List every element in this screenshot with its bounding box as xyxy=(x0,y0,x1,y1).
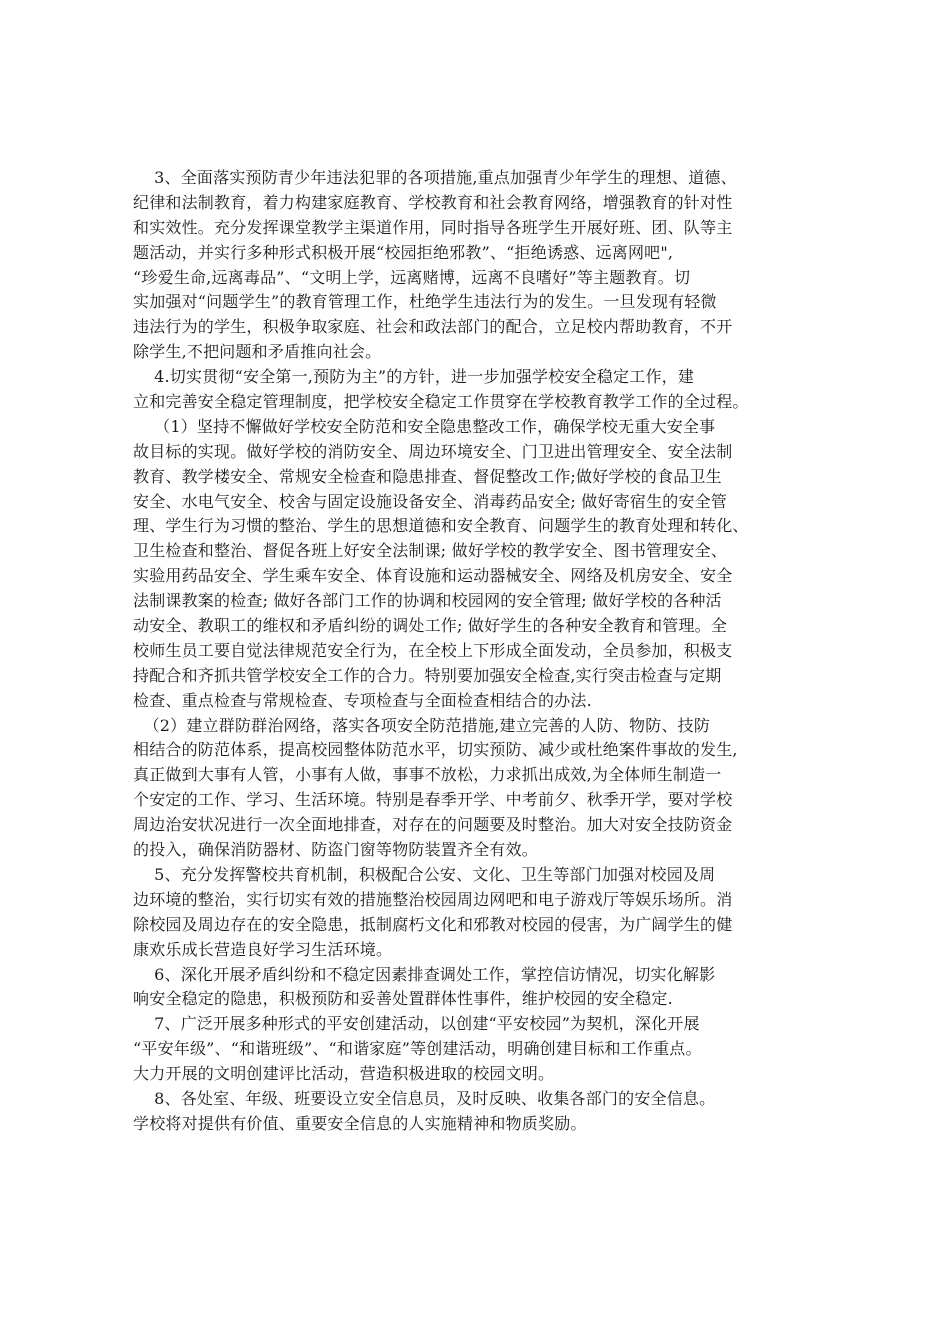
text-line: 动安全、教职工的维权和矛盾纠纷的调处工作; 做好学生的各种安全教育和管理。全 xyxy=(133,616,728,636)
text-line: 的投入，确保消防器材、防盗门窗等物防装置齐全有效。 xyxy=(133,840,539,860)
text-line: 相结合的防范体系，提高校园整体防范水平，切实预防、减少或杜绝案件事故的发生, xyxy=(133,740,738,760)
text-line: 立和完善安全稳定管理制度，把学校安全稳定工作贯穿在学校教育教学工作的全过程。 xyxy=(133,392,749,412)
text-line: 实加强对“问题学生”的教育管理工作，杜绝学生违法行为的发生。一旦发现有轻微 xyxy=(133,292,717,312)
text-line: 题活动，并实行多种形式积极开展“校园拒绝邪教”、“拒绝诱惑、远离网吧", xyxy=(133,242,674,262)
text-line: 除校园及周边存在的安全隐患，抵制腐朽文化和邪教对校园的侵害，为广阔学生的健 xyxy=(133,914,733,934)
text-line: 6、深化开展矛盾纠纷和不稳定因素排查调处工作，掌控信访情况，切实化解影 xyxy=(133,964,716,984)
text-line: 学校将对提供有价值、重要安全信息的人实施精神和物质奖励。 xyxy=(133,1113,587,1133)
text-line: 大力开展的文明创建评比活动，营造积极进取的校园文明。 xyxy=(133,1064,555,1084)
text-line: 和实效性。充分发挥课堂教学主渠道作用，同时指导各班学生开展好班、团、队等主 xyxy=(133,217,733,237)
text-line: 持配合和齐抓共管学校安全工作的合力。特别要加强安全检查,实行突击检查与定期 xyxy=(133,665,722,685)
text-line: 理、学生行为习惯的整治、学生的思想道德和安全教育、问题学生的教育处理和转化、 xyxy=(133,516,749,536)
text-line: 除学生,不把问题和矛盾推向社会。 xyxy=(133,342,382,362)
text-line: “珍爱生命,远离毒品”、“文明上学，远离赌博，远离不良嗜好”等主题教育。切 xyxy=(133,267,691,287)
text-line: 法制课教案的检查; 做好各部门工作的协调和校园网的安全管理; 做好学校的各种活 xyxy=(133,591,722,611)
text-line: 响安全稳定的隐患，积极预防和妥善处置群体性事件，维护校园的安全稳定. xyxy=(133,989,673,1009)
text-line: 5、充分发挥警校共育机制，积极配合公安、文化、卫生等部门加强对校园及周 xyxy=(133,864,716,884)
text-line: 7、广泛开展多种形式的平安创建活动，以创建“平安校园”为契机，深化开展 xyxy=(133,1014,700,1034)
text-line: 卫生检查和整治、督促各班上好安全法制课; 做好学校的教学安全、图书管理安全、 xyxy=(133,541,728,561)
text-line: 周边治安状况进行一次全面地排查，对存在的问题要及时整治。加大对安全技防资金 xyxy=(133,815,733,835)
text-line: （1）坚持不懈做好学校安全防范和安全隐患整改工作，确保学校无重大安全事 xyxy=(133,416,716,436)
text-line: 3、全面落实预防青少年违法犯罪的各项措施,重点加强青少年学生的理想、道德、 xyxy=(133,168,737,187)
text-line: 教育、教学楼安全、常规安全检查和隐患排查、督促整改工作;做好学校的食品卫生 xyxy=(133,466,722,486)
text-line: 故目标的实现。做好学校的消防安全、周边环境安全、门卫进出管理安全、安全法制 xyxy=(133,441,733,461)
text-line: 8、各处室、年级、班要设立安全信息员，及时反映、收集各部门的安全信息。 xyxy=(133,1088,716,1108)
text-line: 纪律和法制教育，着力构建家庭教育、学校教育和社会教育网络，增强教育的针对性 xyxy=(133,192,733,212)
text-line: 真正做到大事有人管，小事有人做，事事不放松，力求抓出成效,为全体师生制造一 xyxy=(133,765,722,785)
text-line: 4.切实贯彻“安全第一,预防为主”的方针，进一步加强学校安全稳定工作，建 xyxy=(133,367,695,387)
text-line: 边环境的整治，实行切实有效的措施整治校园周边网吧和电子游戏厅等娱乐场所。消 xyxy=(133,889,733,909)
text-line: 个安定的工作、学习、生活环境。特别是春季开学、中考前夕、秋季开学，要对学校 xyxy=(133,790,733,810)
body-text xyxy=(133,166,863,1137)
text-line: 校师生员工要自觉法律规范安全行为，在全校上下形成全面发动，全员参加，积极支 xyxy=(133,640,733,660)
text-line: “平安年级”、“和谐班级”、“和谐家庭”等创建活动，明确创建目标和工作重点。 xyxy=(133,1039,702,1059)
text-line: （2）建立群防群治网络，落实各项安全防范措施,建立完善的人防、物防、技防 xyxy=(133,715,711,735)
text-line: 康欢乐成长营造良好学习生活环境。 xyxy=(133,939,393,959)
text-line: 违法行为的学生，积极争取家庭、社会和政法部门的配合，立足校内帮助教育，不开 xyxy=(133,317,733,337)
text-line: 安全、水电气安全、校舍与固定设施设备安全、消毒药品安全; 做好寄宿生的安全管 xyxy=(133,491,728,511)
text-line: 实验用药品安全、学生乘车安全、体育设施和运动器械安全、网络及机房安全、安全 xyxy=(133,566,733,586)
text-line: 检查、重点检查与常规检查、专项检查与全面检查相结合的办法. xyxy=(133,690,592,710)
